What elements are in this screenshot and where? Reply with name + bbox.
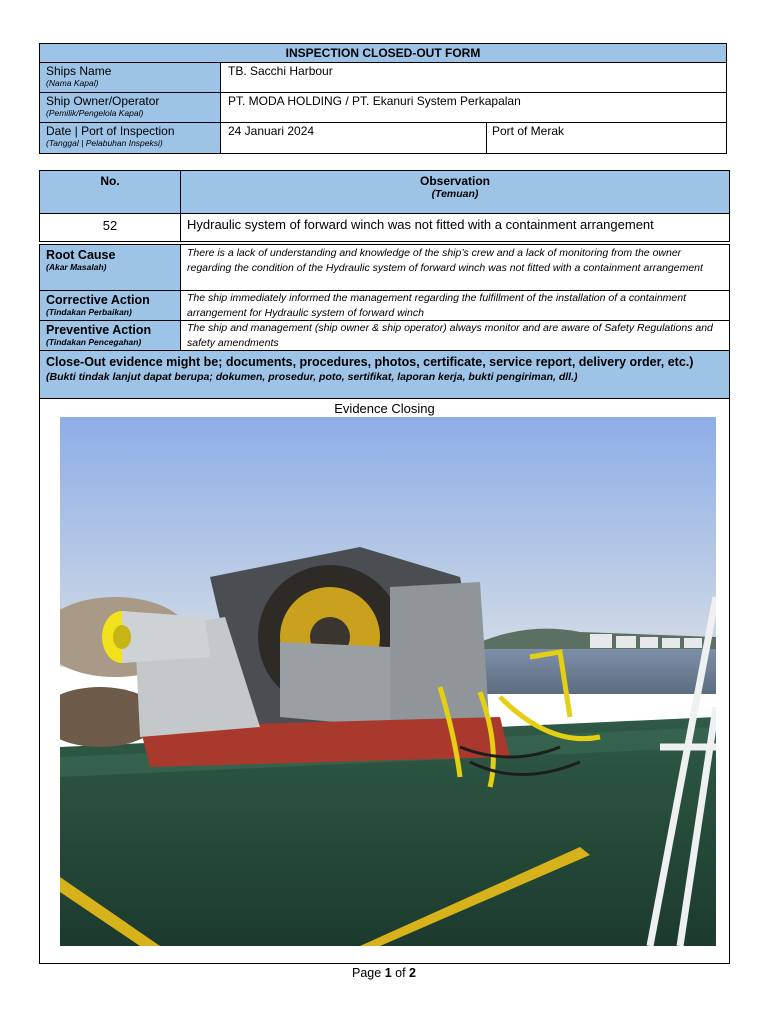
observation-value: Hydraulic system of forward winch was not fitted with a containment arrangement: [187, 217, 654, 232]
ships-name-value: TB. Sacchi Harbour: [228, 64, 333, 78]
observation-subheader: (Temuan): [431, 188, 479, 200]
owner-label-cell: [39, 92, 221, 123]
observation-value-cell: [180, 213, 730, 242]
preventive-action-label-cell: [39, 320, 181, 351]
corrective-action-text-cell: [180, 290, 730, 321]
page-total: 2: [409, 966, 416, 980]
root-cause-label: Root Cause: [46, 248, 116, 262]
evidence-heading: Close-Out evidence might be; documents, procedures, photos, certificate, service report, delivery order, etc.): [46, 355, 694, 369]
date-value-cell: [220, 122, 487, 154]
ships-name-sublabel: (Nama Kapal): [46, 78, 99, 88]
preventive-action-sublabel: (Tindakan Pencegahan): [46, 337, 142, 347]
corrective-action-label-cell: [39, 290, 181, 321]
owner-sublabel: (Pemilik/Pengelola Kapal): [46, 108, 144, 118]
form-title: INSPECTION CLOSED-OUT FORM: [285, 46, 481, 60]
port-value: Port of Merak: [492, 124, 565, 138]
of-word: of: [395, 966, 406, 980]
date-value: 24 Januari 2024: [228, 124, 315, 138]
owner-value: PT. MODA HOLDING / PT. Ekanuri System Perkapalan: [228, 94, 521, 108]
no-header: No.: [100, 174, 120, 188]
page-number: [0, 964, 768, 982]
winch-photo: [60, 417, 716, 946]
preventive-action-label: Preventive Action: [46, 323, 152, 337]
evidence-header-cell: [39, 350, 730, 399]
photo-sea: [480, 649, 716, 694]
owner-value-cell: [220, 92, 727, 123]
date-port-label-cell: [39, 122, 221, 154]
date-port-label: Date | Port of Inspection: [46, 124, 175, 138]
ships-name-label: Ships Name: [46, 64, 112, 78]
evidence-subheading: (Bukti tindak lanjut dapat berupa; dokumen, prosedur, poto, sertifikat, laporan kerja, bukti pengiriman, dll.): [46, 371, 578, 383]
preventive-action-text-cell: [180, 320, 730, 351]
page-current: 1: [384, 966, 392, 980]
owner-label: Ship Owner/Operator: [46, 94, 160, 108]
observation-header-cell: [180, 170, 730, 214]
ships-name-label-cell: [39, 62, 221, 93]
evidence-closing-label: Evidence Closing: [334, 401, 435, 416]
page-word: Page: [352, 966, 382, 980]
root-cause-label-cell: [39, 244, 181, 291]
no-value-cell: [39, 213, 181, 242]
no-header-cell: [39, 170, 181, 214]
preventive-action-text: The ship and management (ship owner & ship operator) always monitor and are aware of Safety Regulations and safety amendments: [187, 322, 713, 349]
root-cause-text: There is a lack of understanding and knowledge of the ship’s crew and a lack of monitoring from the owner regarding the condition of the Hydraulic system of forward winch was not fitted with a containment arrangement: [187, 247, 703, 274]
root-cause-sublabel: (Akar Masalah): [46, 262, 107, 272]
photo-winch-block: [280, 642, 390, 727]
form-title-cell: [39, 43, 727, 63]
corrective-action-text: The ship immediately informed the management regarding the fulfillment of the installation of a containment arrangement for Hydraulic system of forward winch: [187, 292, 687, 319]
observation-header: Observation: [419, 174, 491, 188]
no-value: 52: [102, 218, 118, 233]
date-port-sublabel: (Tanggal | Pelabuhan Inspeksi): [46, 138, 163, 148]
corrective-action-label: Corrective Action: [46, 293, 150, 307]
ships-name-value-cell: [220, 62, 727, 93]
corrective-action-sublabel: (Tindakan Perbaikan): [46, 307, 132, 317]
port-value-cell: [486, 122, 727, 154]
root-cause-text-cell: [180, 244, 730, 291]
